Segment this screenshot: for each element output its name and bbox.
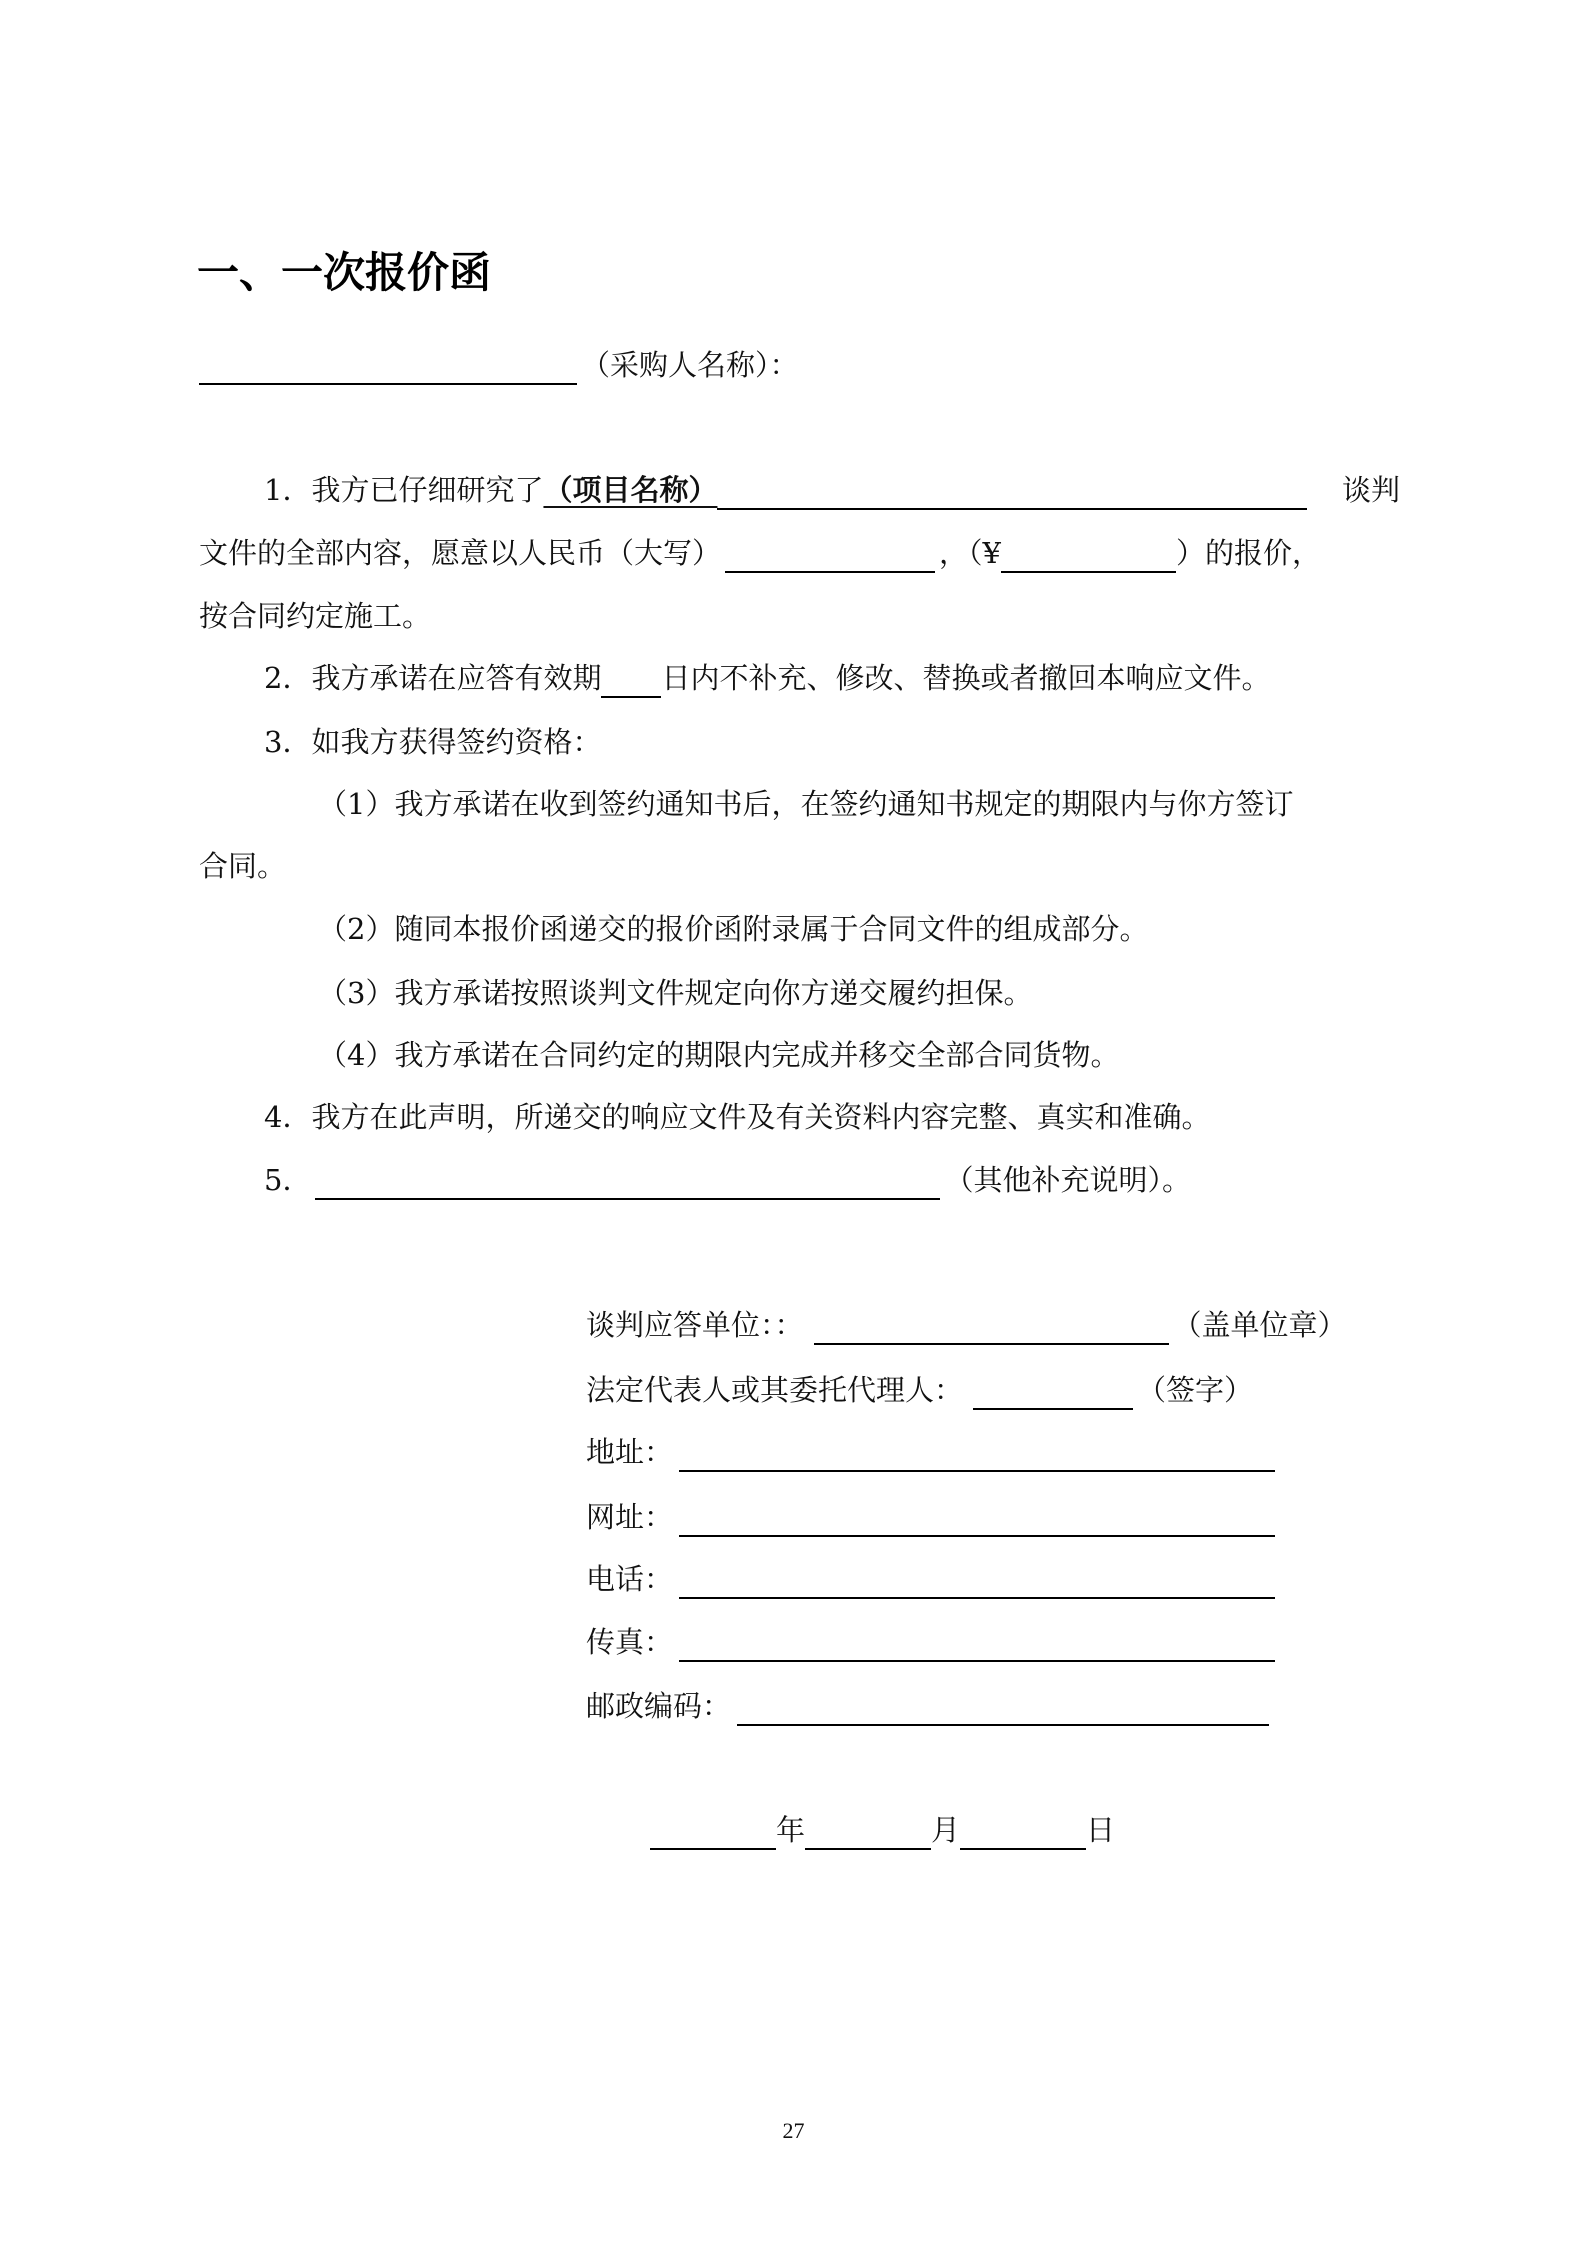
website-row <box>586 1497 1279 1537</box>
rep-suffix: （签字） <box>1137 1373 1254 1407</box>
unit-label: 谈判应答单位：： <box>586 1308 804 1342</box>
amount-words-label: 文件的全部内容，愿意以人民币（大写） <box>199 536 722 570</box>
postcode-row <box>586 1686 1273 1726</box>
item-1-line-2-end: ）的报价， <box>1175 536 1321 570</box>
phone-row <box>586 1559 1279 1599</box>
year-label: 年 <box>776 1813 806 1847</box>
month-blank[interactable] <box>805 1818 931 1850</box>
project-name-blank[interactable] <box>717 478 1307 510</box>
item-3-label: 3．如我方获得签约资格： <box>264 725 602 759</box>
item-5-prefix: 5． <box>264 1163 312 1197</box>
signature-rep-row <box>586 1370 1253 1410</box>
year-blank[interactable] <box>650 1818 776 1850</box>
item-3-sub-1-cont: 合同。 <box>199 849 287 883</box>
item-2-suffix: 日内不补充、修改、替换或者撤回本响应文件。 <box>661 661 1271 695</box>
purchaser-name-blank[interactable] <box>199 353 577 385</box>
address-row <box>586 1432 1279 1472</box>
month-label: 月 <box>931 1813 961 1847</box>
day-blank[interactable] <box>960 1818 1086 1850</box>
phone-blank[interactable] <box>679 1567 1275 1599</box>
item-2 <box>264 658 1270 698</box>
addressee-suffix: （采购人名称）： <box>581 348 799 382</box>
other-notes-blank[interactable] <box>315 1168 940 1200</box>
rep-label: 法定代表人或其委托代理人： <box>586 1373 964 1407</box>
item-2-prefix: 2．我方承诺在应答有效期 <box>264 661 602 695</box>
fax-row <box>586 1622 1279 1662</box>
address-blank[interactable] <box>679 1440 1275 1472</box>
item-1-suffix: 谈判 <box>1342 473 1401 507</box>
page-number: 27 <box>782 2118 805 2143</box>
item-3-sub-4: （4）我方承诺在合同约定的期限内完成并移交全部合同货物。 <box>318 1038 1120 1072</box>
website-label: 网址： <box>586 1500 674 1534</box>
amount-figures-label: ，（¥ <box>939 536 1001 570</box>
day-label: 日 <box>1086 1813 1116 1847</box>
item-1-line-1 <box>264 470 1307 510</box>
validity-days-blank[interactable] <box>601 666 661 698</box>
amount-words-blank[interactable] <box>725 541 935 573</box>
item-5 <box>264 1160 1191 1200</box>
phone-label: 电话： <box>586 1562 674 1596</box>
item-3-sub-2: （2）随同本报价函递交的报价函附录属于合同文件的组成部分。 <box>318 912 1149 946</box>
date-row <box>650 1810 1115 1850</box>
postcode-blank[interactable] <box>737 1694 1269 1726</box>
project-name-placeholder[interactable]: （项目名称） <box>543 473 718 507</box>
fax-blank[interactable] <box>679 1630 1275 1662</box>
postcode-label: 邮政编码： <box>586 1689 732 1723</box>
address-label: 地址： <box>586 1435 674 1469</box>
page-title: 一、一次报价函 <box>197 248 492 297</box>
fax-label: 传真： <box>586 1625 674 1659</box>
item-3-sub-3: （3）我方承诺按照谈判文件规定向你方递交履约担保。 <box>318 976 1033 1010</box>
unit-blank[interactable] <box>814 1313 1169 1345</box>
item-1-prefix: 1．我方已仔细研究了 <box>264 473 544 507</box>
signature-unit-row <box>586 1305 1347 1345</box>
item-1-line-2 <box>199 533 1321 573</box>
amount-figures-blank[interactable] <box>1001 541 1176 573</box>
addressee-line <box>199 345 799 385</box>
unit-suffix: （盖单位章） <box>1172 1308 1347 1342</box>
rep-blank[interactable] <box>973 1378 1133 1410</box>
website-blank[interactable] <box>679 1505 1275 1537</box>
item-3-sub-1: （1）我方承诺在收到签约通知书后，在签约通知书规定的期限内与你方签订 <box>318 787 1294 821</box>
item-4: 4．我方在此声明，所递交的响应文件及有关资料内容完整、真实和准确。 <box>264 1100 1211 1134</box>
item-5-suffix: （其他补充说明）。 <box>944 1163 1191 1197</box>
item-1-line-3: 按合同约定施工。 <box>199 599 432 633</box>
